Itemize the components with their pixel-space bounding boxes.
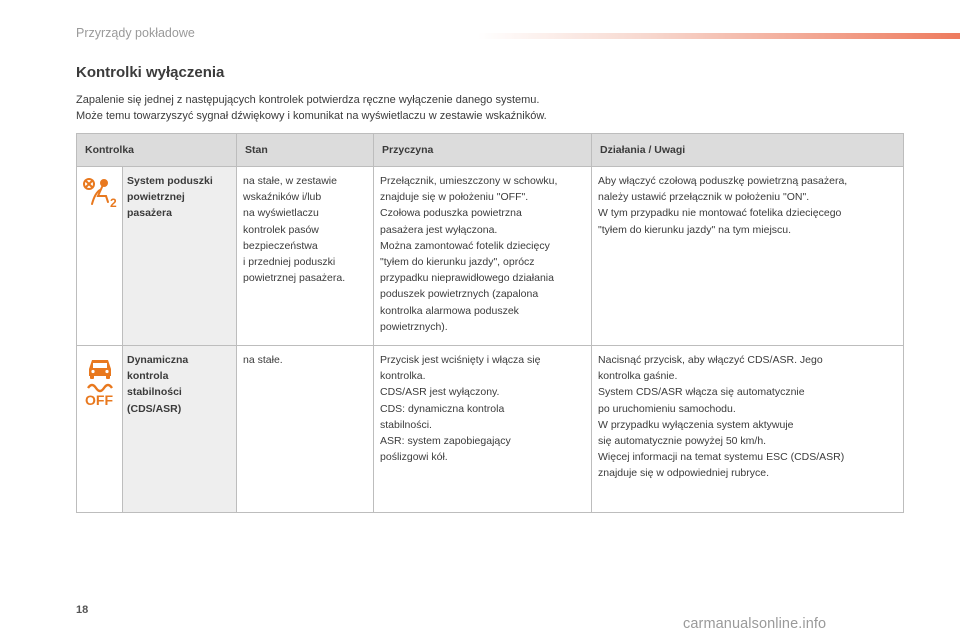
cause-text: Można zamontować fotelik dziecięcy: [380, 239, 550, 252]
cause-cell: [374, 346, 592, 513]
notes-text: Aby włączyć czołową poduszkę powietrzną pasażera,: [598, 175, 848, 187]
cause-text: kontrolka.: [380, 370, 426, 383]
light-name: pasażera: [127, 207, 172, 220]
esc-off-label: OFF: [84, 392, 113, 407]
esc-off-icon: [83, 392, 117, 409]
cause-text: powietrznych).: [380, 320, 448, 333]
icon-cell: [77, 346, 123, 513]
cause-text: znajduje się w położeniu "OFF".: [380, 191, 529, 204]
notes-text: System CDS/ASR włącza się automatycznie: [598, 386, 805, 399]
cause-cell: [374, 167, 592, 346]
notes-text: Nacisnąć przycisk, aby włączyć CDS/ASR. Jego: [598, 354, 823, 367]
notes-text: "tyłem do kierunku jazdy" na tym miejscu.: [598, 223, 792, 236]
airbag-off-icon: [83, 196, 117, 212]
intro-text: [76, 92, 547, 124]
state-text: na stałe.: [243, 354, 283, 367]
column-header-kontrolka: Kontrolka: [77, 134, 237, 167]
light-name: kontrola: [127, 370, 169, 383]
notes-text: W tym przypadku nie montować fotelika dziecięcego: [598, 207, 842, 220]
cause-text: poduszek powietrznych (zapalona: [380, 288, 539, 301]
notes-text: po uruchomieniu samochodu.: [598, 402, 736, 415]
light-name: (CDS/ASR): [127, 402, 182, 415]
state-text: i przedniej poduszki: [243, 256, 336, 269]
column-header-dzialania: Działania / Uwagi: [592, 134, 904, 167]
cause-text: CDS/ASR jest wyłączony.: [380, 386, 500, 399]
notes-text: należy ustawić przełącznik w położeniu "ON".: [598, 191, 810, 204]
intro-line: Zapalenie się jednej z następujących kontrolek potwierdza ręczne wyłączenie danego systemu.: [76, 94, 540, 106]
state-cell: [237, 346, 374, 513]
notes-cell: [592, 346, 904, 513]
cause-text: "tyłem do kierunku jazdy", oprócz: [380, 256, 535, 269]
icon-cell: [77, 167, 123, 346]
light-name: stabilności: [127, 386, 182, 399]
watermark: carmanualsonline.info: [683, 616, 827, 632]
cause-text: pasażera jest wyłączona.: [380, 223, 498, 236]
column-header-stan: Stan: [237, 134, 374, 167]
notes-text: Więcej informacji na temat systemu ESC (CDS/ASR): [598, 451, 845, 464]
light-name: Dynamiczna: [127, 354, 189, 367]
light-name: powietrznej: [127, 191, 185, 204]
column-header-przyczyna: Przyczyna: [374, 134, 592, 167]
cause-text: Przycisk jest wciśnięty i włącza się: [380, 354, 541, 367]
cause-text: poślizgowi kół.: [380, 451, 448, 464]
state-text: na stałe, w zestawie: [243, 175, 337, 187]
cause-text: Przełącznik, umieszczony w schowku,: [380, 175, 558, 187]
light-name-cell: [123, 346, 237, 513]
table-row: [77, 346, 904, 513]
section-title: Kontrolki wyłączenia: [76, 64, 225, 81]
cause-text: kontrolka alarmowa poduszek: [380, 304, 519, 317]
warning-lights-table: [76, 133, 904, 513]
running-header: Przyrządy pokładowe: [76, 26, 195, 40]
page-number: 18: [76, 604, 89, 616]
light-name-cell: [123, 167, 237, 346]
table-row: [77, 167, 904, 346]
light-name: System poduszki: [127, 175, 213, 187]
cause-text: stabilności.: [380, 418, 432, 431]
notes-text: się automatycznie powyżej 50 km/h.: [598, 435, 767, 448]
notes-text: W przypadku wyłączenia system aktywuje: [598, 418, 794, 431]
svg-text:2: 2: [109, 196, 117, 209]
notes-text: znajduje się w odpowiedniej rubryce.: [598, 467, 770, 480]
state-text: kontrolek pasów: [243, 223, 319, 236]
cause-text: CDS: dynamiczna kontrola: [380, 402, 505, 415]
cause-text: przypadku nieprawidłowego działania: [380, 272, 554, 285]
intro-line: Może temu towarzyszyć sygnał dźwiękowy i komunikat na wyświetlaczu w zestawie wskaźników.: [76, 110, 547, 122]
notes-text: kontrolka gaśnie.: [598, 370, 678, 383]
header-accent-bar: [478, 33, 960, 39]
notes-cell: [592, 167, 904, 346]
state-text: na wyświetlaczu: [243, 207, 319, 220]
state-cell: [237, 167, 374, 346]
cause-text: ASR: system zapobiegający: [380, 435, 511, 448]
cause-text: Czołowa poduszka powietrzna: [380, 207, 522, 220]
table-header-row: [77, 134, 904, 167]
state-text: wskaźników i/lub: [243, 191, 322, 204]
state-text: bezpieczeństwa: [243, 239, 318, 252]
state-text: powietrznej pasażera.: [243, 272, 346, 285]
